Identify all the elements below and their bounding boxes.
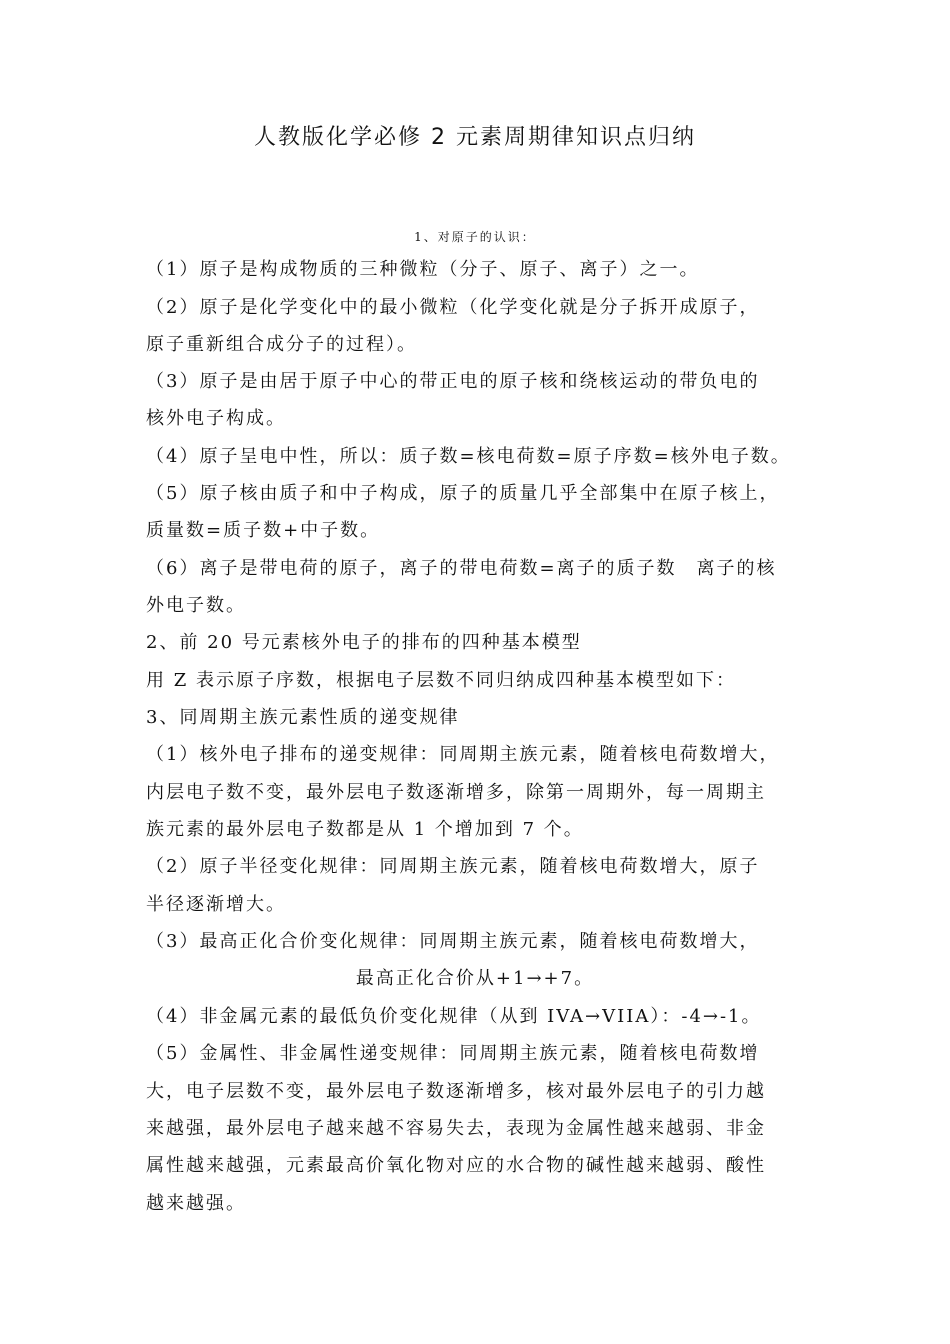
paragraph-line: 内层电子数不变，最外层电子数逐渐增多，除第一周期外，每一周期主 <box>146 782 766 803</box>
paragraph-line: 半径逐渐增大。 <box>146 894 286 915</box>
paragraph-line: 来越强，最外层电子越来越不容易失去，表现为金属性越来越弱、非金 <box>146 1118 766 1139</box>
paragraph-line: 质量数=质子数+中子数。 <box>146 520 381 541</box>
paragraph-line: （1）核外电子排布的递变规律：同周期主族元素，随着核电荷数增大， <box>146 744 780 765</box>
paragraph-line-centered: 最高正化合价从+1→+7。 <box>355 968 595 989</box>
paragraph-line: 越来越强。 <box>146 1193 246 1214</box>
paragraph-line: （3）原子是由居于原子中心的带正电的原子核和绕核运动的带负电的 <box>146 371 760 392</box>
paragraph-line: （4）原子呈电中性，所以：质子数=核电荷数=原子序数=核外电子数。 <box>146 446 791 467</box>
paragraph-line: 外电子数。 <box>146 595 246 616</box>
paragraph-line: 属性越来越强，元素最高价氧化物对应的水合物的碱性越来越弱、酸性 <box>146 1155 766 1176</box>
paragraph-line: （2）原子是化学变化中的最小微粒（化学变化就是分子拆开成原子， <box>146 297 760 318</box>
document-title: 人教版化学必修 2 元素周期律知识点归纳 <box>254 125 696 150</box>
section-heading-electron-models: 2、前 20 号元素核外电子的排布的四种基本模型 <box>146 632 582 653</box>
paragraph-line: （5）金属性、非金属性递变规律：同周期主族元素，随着核电荷数增 <box>146 1043 760 1064</box>
paragraph-line: 族元素的最外层电子数都是从 1 个增加到 7 个。 <box>146 819 584 840</box>
paragraph-line: （4）非金属元素的最低负价变化规律（从到 IVA→VIIA）：-4→-1。 <box>146 1006 762 1027</box>
paragraph-line: （6）离子是带电荷的原子，离子的带电荷数=离子的质子数 离子的核 <box>146 558 777 579</box>
paragraph-line: （5）原子核由质子和中子构成，原子的质量几乎全部集中在原子核上， <box>146 483 780 504</box>
paragraph-line: 原子重新组合成分子的过程）。 <box>146 334 417 355</box>
paragraph-line: 用 Z 表示原子序数，根据电子层数不同归纳成四种基本模型如下： <box>146 670 736 691</box>
paragraph-line: 大，电子层数不变，最外层电子数逐渐增多，核对最外层电子的引力越 <box>146 1081 766 1102</box>
paragraph-line: （3）最高正化合价变化规律：同周期主族元素，随着核电荷数增大， <box>146 931 760 952</box>
section-heading-atom: 1、对原子的认识： <box>414 230 536 244</box>
section-heading-period-trends: 3、同周期主族元素性质的递变规律 <box>146 707 460 728</box>
paragraph-line: （1）原子是构成物质的三种微粒（分子、原子、离子）之一。 <box>146 259 700 280</box>
paragraph-line: （2）原子半径变化规律：同周期主族元素，随着核电荷数增大，原子 <box>146 856 760 877</box>
paragraph-line: 核外电子构成。 <box>146 408 286 429</box>
